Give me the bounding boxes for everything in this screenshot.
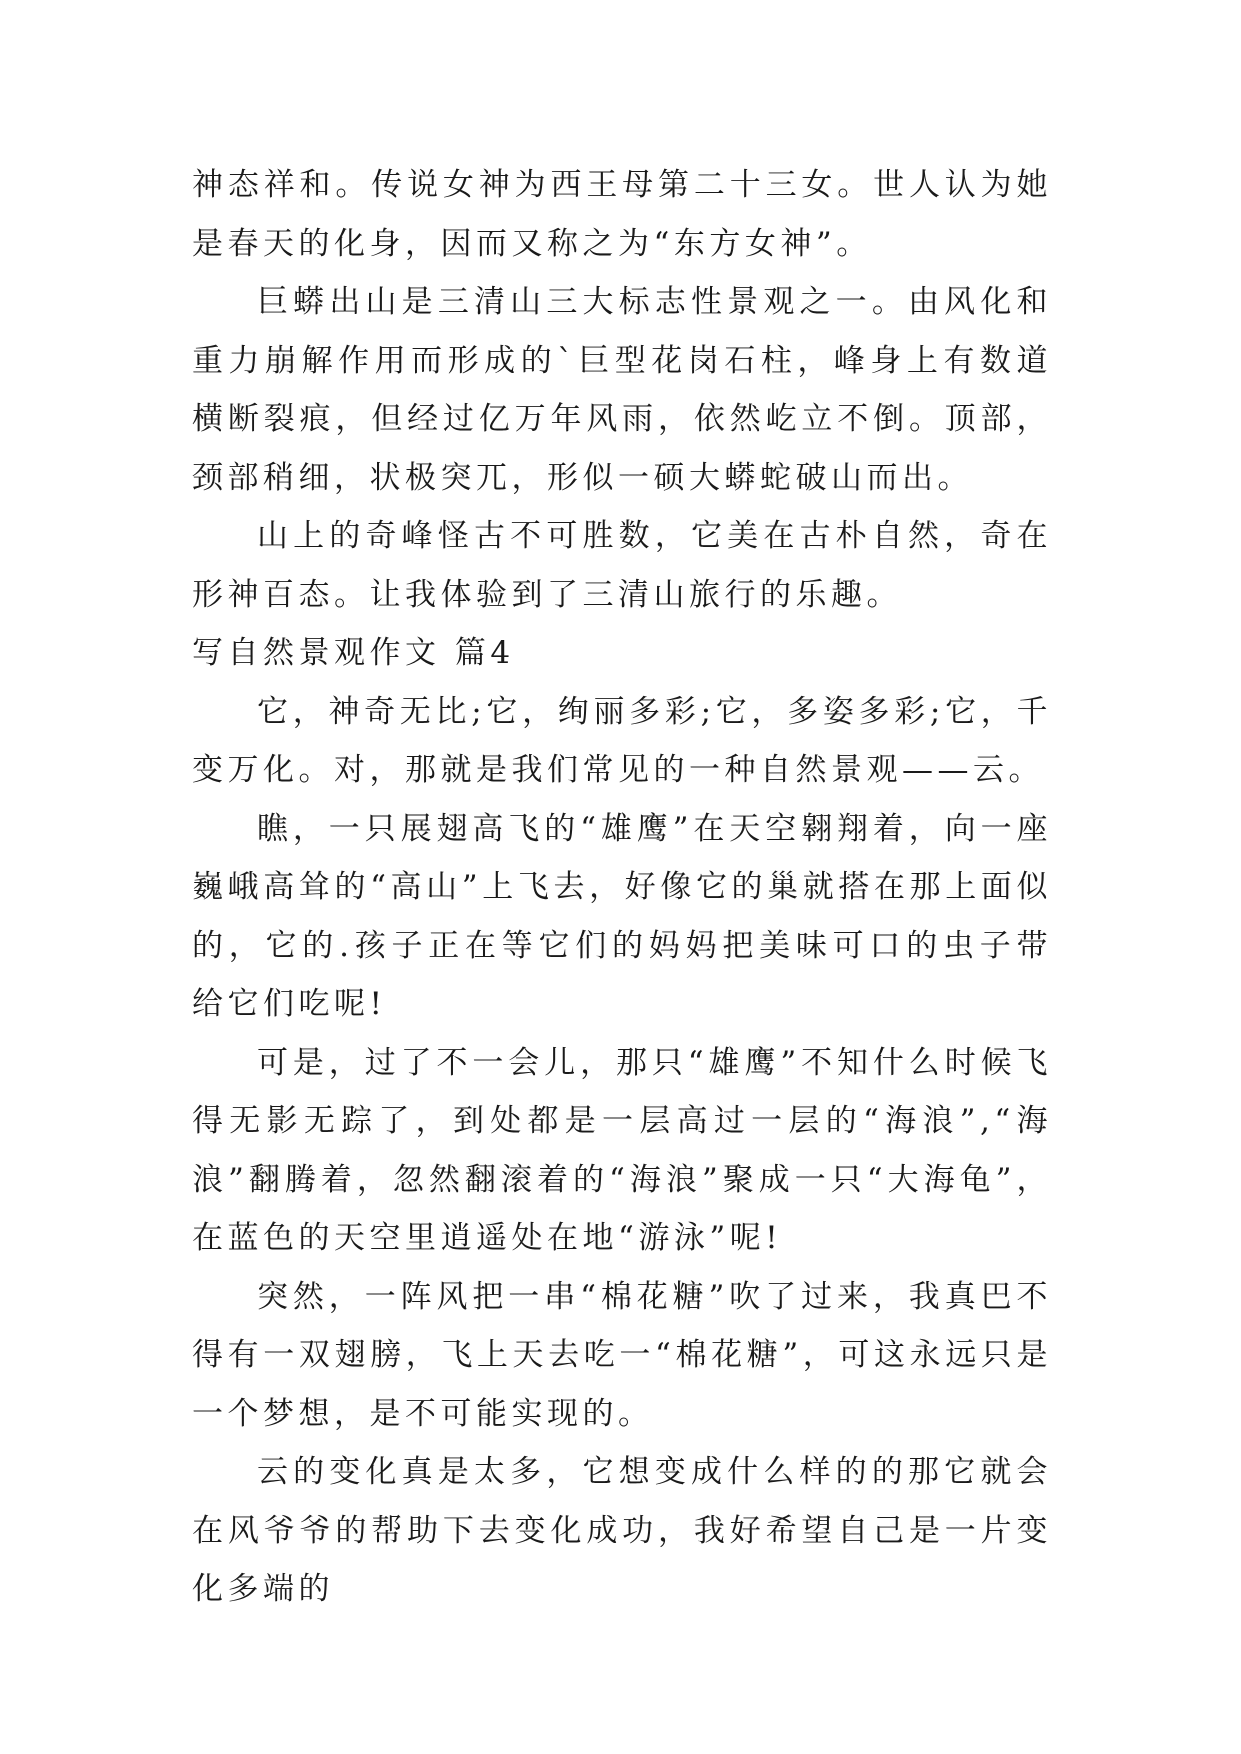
section-heading: 写自然景观作文 篇4 — [192, 635, 515, 671]
paragraph-goddess-end: 神态祥和。传说女神为西王母第二十三女。世人认为她是春天的化身，因而又称之为“东方女神”。 — [192, 167, 1052, 262]
paragraph-cloud-intro: 它，神奇无比;它，绚丽多彩;它，多姿多彩;它，千变万化。对，那就是我们常见的一种自然景观——云。 — [192, 693, 1052, 788]
paragraph-python-peak: 巨蟒出山是三清山三大标志性景观之一。由风化和重力崩解作用而形成的`巨型花岗石柱，峰身上有数道横断裂痕，但经过亿万年风雨，依然屹立不倒。顶部，颈部稍细，状极突兀，形似一硕大蟒蛇破山而出。 — [192, 284, 1052, 496]
paragraph-cotton-candy: 突然，一阵风把一串“棉花糖”吹了过来，我真巴不得有一双翅膀，飞上天去吃一“棉花糖”，可这永远只是一个梦想，是不可能实现的。 — [192, 1278, 1052, 1432]
paragraph-waves: 可是，过了不一会儿，那只“雄鹰”不知什么时候飞得无影无踪了，到处都是一层高过一层的“海浪”,“海浪”翻腾着，忽然翻滚着的“海浪”聚成一只“大海龟”，在蓝色的天空里逍遥处在地“游泳”呢! — [192, 1044, 1052, 1256]
document-body — [192, 156, 1052, 1619]
paragraph-eagle: 瞧，一只展翅高飞的“雄鹰”在天空翱翔着，向一座巍峨高耸的“高山”上飞去，好像它的巢就搭在那上面似的，它的.孩子正在等它们的妈妈把美味可口的虫子带给它们吃呢! — [192, 810, 1052, 1022]
paragraph-peaks-summary: 山上的奇峰怪古不可胜数，它美在古朴自然，奇在形神百态。让我体验到了三清山旅行的乐趣。 — [192, 518, 1052, 613]
paragraph-cloud-change: 云的变化真是太多，它想变成什么样的的那它就会在风爷爷的帮助下去变化成功，我好希望自己是一片变化多端的 — [192, 1454, 1052, 1607]
